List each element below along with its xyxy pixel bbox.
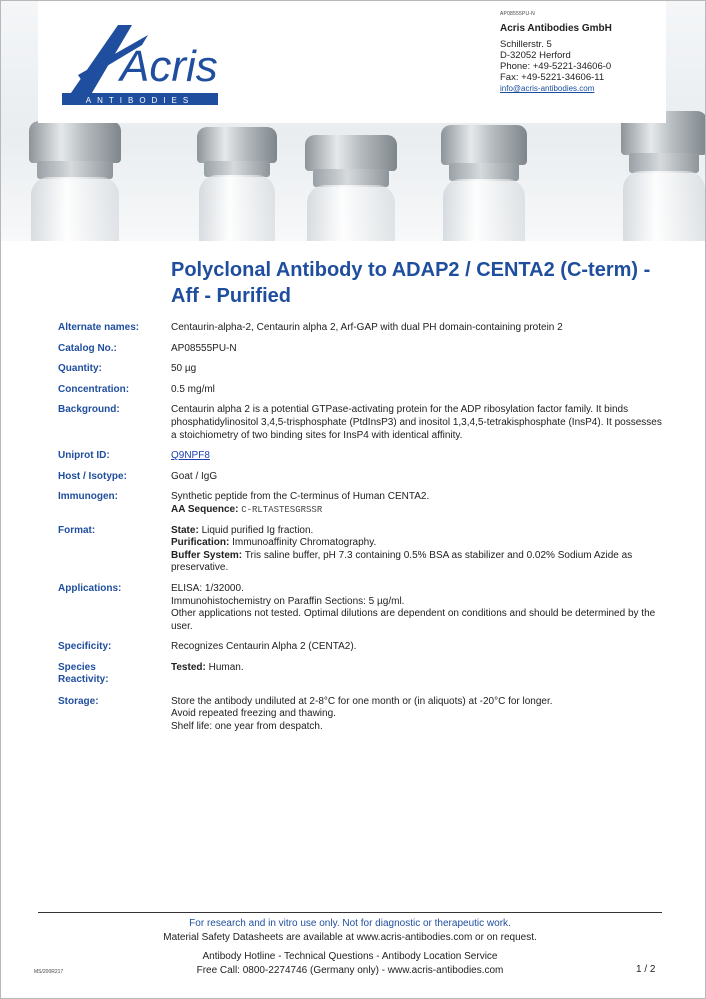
- uniprot-link[interactable]: Q9NPF8: [171, 450, 210, 462]
- spec-row-format: [58, 525, 668, 575]
- spec-label: Format:: [58, 524, 96, 536]
- state-label: State:: [171, 524, 199, 536]
- spec-row-background: [58, 404, 668, 442]
- state-value: Liquid purified Ig fraction.: [201, 524, 314, 536]
- svg-text:Acris: Acris: [120, 42, 218, 91]
- buffer-label: Buffer System:: [171, 549, 243, 561]
- product-title: Polyclonal Antibody to ADAP2 / CENTA2 (C-term) - Aff - Purified: [171, 259, 651, 307]
- svg-text:ANTIBODIES: ANTIBODIES: [85, 96, 195, 105]
- spec-row-host: [58, 471, 668, 484]
- fax: Fax: +49-5221-34606-11: [500, 72, 605, 83]
- spec-value: Centaurin alpha 2 is a potential GTPase-activating protein for the ADP ribosylation factor family. It binds phosphatidylinositol 3,4,5-trisphosphate (PtdInsP3) and inositol 1,3,4,5-tetrakisphosphate (InsP4). It possesses a stoichiometry of two binding sites for InsP4 with identical affinity.: [171, 404, 662, 441]
- spec-row-storage: [58, 696, 668, 734]
- purification-label: Purification:: [171, 537, 230, 549]
- vial-image: [197, 127, 277, 241]
- vial-image: [29, 121, 121, 241]
- vial-image: [305, 135, 397, 241]
- phone: Phone: +49-5221-34606-0: [500, 61, 612, 72]
- company-info: [500, 11, 612, 93]
- spec-label: Background:: [58, 404, 120, 416]
- address-line: Schillerstr. 5: [500, 39, 552, 50]
- spec-value: AP08555PU-N: [171, 342, 237, 354]
- spec-value: Goat / IgG: [171, 470, 218, 482]
- tested-label: Tested:: [171, 661, 206, 673]
- storage-line: Shelf life: one year from despatch.: [171, 721, 323, 733]
- spec-value: Centaurin-alpha-2, Centaurin alpha 2, Arf-GAP with dual PH domain-containing protein 2: [171, 322, 563, 333]
- spec-value: 0.5 mg/ml: [171, 383, 215, 395]
- spec-label: Quantity:: [58, 363, 102, 375]
- spec-value: 50 µg: [171, 363, 197, 375]
- spec-row-applications: [58, 583, 668, 633]
- spec-label: Uniprot ID:: [58, 450, 110, 462]
- buffer-value: Tris saline buffer, pH 7.3 containing 0.5% BSA as stabilizer and 0.02% Sodium Azide as preservative.: [171, 549, 633, 574]
- storage-line: Avoid repeated freezing and thawing.: [171, 708, 336, 720]
- aa-sequence-label: AA Sequence:: [171, 503, 239, 515]
- tested-value: Human.: [208, 661, 244, 673]
- spec-value: Recognizes Centaurin Alpha 2 (CENTA2).: [171, 641, 357, 653]
- spec-row-alternate-names: [58, 322, 668, 335]
- storage-line: Store the antibody undiluted at 2-8°C for one month or (in aliquots) at -20°C for longer.: [171, 695, 553, 707]
- spec-value: Synthetic peptide from the C-terminus of Human CENTA2.: [171, 491, 430, 503]
- spec-label: Concentration:: [58, 383, 130, 395]
- spec-row-concentration: [58, 384, 668, 397]
- msds-note: Material Safety Datasheets are available at www.acris-antibodies.com or on request.: [163, 932, 537, 943]
- spec-label: Specificity:: [58, 641, 112, 653]
- application-line: Other applications not tested. Optimal dilutions are dependent on conditions and should be determined by the user.: [171, 608, 656, 632]
- spec-row-catalog: [58, 343, 668, 356]
- address-line: D-32052 Herford: [500, 50, 571, 61]
- email-link[interactable]: info@acris-antibodies.com: [500, 84, 595, 93]
- free-call-note: Free Call: 0800-2274746 (Germany only) - www.acris-antibodies.com: [196, 965, 504, 976]
- application-line: ELISA: 1/32000.: [171, 582, 244, 594]
- header-card: [38, 1, 666, 123]
- spec-row-specificity: [58, 641, 668, 654]
- spec-table: [58, 322, 668, 734]
- purification-value: Immunoaffinity Chromatography.: [232, 537, 377, 549]
- vial-image: [441, 125, 527, 241]
- ref-code: AP08555PU-N: [500, 11, 535, 17]
- acris-logo: [60, 19, 220, 111]
- application-line: Immunohistochemistry on Paraffin Sections: 5 µg/ml.: [171, 595, 405, 607]
- spec-label: Immunogen:: [58, 491, 118, 503]
- spec-label: Host / Isotype:: [58, 470, 127, 482]
- spec-row-uniprot: [58, 450, 668, 463]
- spec-row-immunogen: [58, 491, 668, 516]
- vial-image: [621, 111, 705, 241]
- spec-label: Applications:: [58, 582, 122, 594]
- spec-row-quantity: [58, 363, 668, 376]
- spec-row-species: [58, 662, 668, 688]
- spec-label: Catalog No.:: [58, 342, 117, 354]
- spec-label: Alternate names:: [58, 322, 140, 333]
- aa-sequence: C-RLTASTESGRSSR: [241, 504, 323, 515]
- document-code: MS/200R217: [34, 969, 64, 975]
- spec-label: Species Reactivity:: [58, 661, 109, 686]
- spec-label: Storage:: [58, 695, 99, 707]
- hotline-note: Antibody Hotline - Technical Questions - Antibody Location Service: [202, 951, 498, 962]
- company-name: Acris Antibodies GmbH: [500, 23, 612, 34]
- research-use-note: For research and in vitro use only. Not for diagnostic or therapeutic work.: [189, 918, 511, 929]
- page-number: 1 / 2: [636, 964, 656, 975]
- footer-divider: [38, 912, 662, 913]
